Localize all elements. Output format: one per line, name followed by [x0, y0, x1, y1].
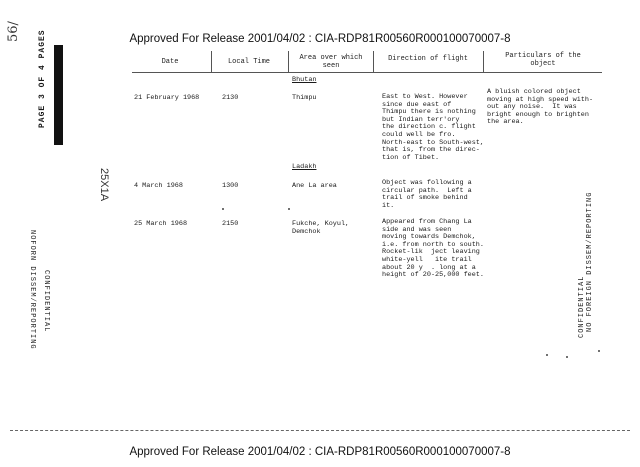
left-classification: CONFIDENTIAL	[42, 270, 50, 333]
page-bottom-rule	[10, 430, 630, 432]
right-classification: CONFIDENTIAL	[578, 275, 586, 338]
row-direction: Appeared from Chang La side and was seen moving towards Demchok, i.e. from north to south. Rocket-lik ject leaving white-yell ite trail about 20 y . long at a height of 20-25,000 feet.	[382, 218, 484, 280]
header-date: Date	[161, 58, 179, 66]
region-label: Bhutan	[292, 76, 317, 84]
header-particulars: Particulars of the object	[505, 52, 581, 68]
header-divider	[483, 51, 484, 72]
page-label: PAGE 3 OF 4 PAGES	[38, 29, 47, 128]
approval-header: Approved For Release 2001/04/02 : CIA-RDP81R00560R000100070007-8	[129, 33, 511, 45]
right-control-marking: NO FOREIGN DISSEM/REPORTING	[586, 191, 594, 332]
header-direction: Direction of flight	[388, 55, 468, 63]
scan-speck	[546, 354, 548, 356]
approval-footer: Approved For Release 2001/04/02 : CIA-RDP81R00560R000100070007-8	[129, 446, 511, 458]
redaction-bar	[54, 45, 63, 145]
side-stamp: 25X1A	[98, 168, 110, 202]
header-area: Area over which seen	[299, 54, 363, 70]
row-area: Ane La area	[292, 182, 337, 190]
scan-speck	[566, 356, 568, 358]
row-date: 21 February 1968	[134, 94, 200, 102]
header-local-time: Local Time	[227, 58, 270, 66]
row-area: Thimpu	[292, 94, 317, 102]
row-area: Fukche, Koyul, Demchok	[292, 220, 350, 236]
row-time: 1300	[222, 182, 239, 190]
scan-speck	[598, 350, 600, 352]
region-label: Ladakh	[292, 163, 317, 171]
left-control-marking: NOFORN DISSEM/REPORTING	[28, 230, 36, 350]
scan-speck	[288, 208, 290, 210]
row-time: 2130	[222, 94, 239, 102]
row-direction: Object was following a circular path. Left a trail of smoke behind it.	[382, 179, 472, 210]
row-time: 2150	[222, 220, 239, 228]
row-date: 25 March 1968	[134, 220, 188, 228]
header-divider	[288, 51, 289, 72]
handwritten-note: 56/	[6, 21, 21, 42]
row-particulars: A bluish colored object moving at high speed with- out any noise. It was bright enough to brighten the area.	[487, 88, 594, 127]
scan-speck	[222, 208, 224, 210]
header-rule	[132, 72, 602, 73]
header-divider	[373, 51, 374, 72]
row-date: 4 March 1968	[134, 182, 183, 190]
row-direction: East to West. However since due east of Thimpu there is nothing but Indian terr'ory the direction c. flight could well be fro. North-east to South-west, that is, from the direc- tion of Tibet.	[382, 93, 484, 162]
header-divider	[211, 51, 212, 72]
